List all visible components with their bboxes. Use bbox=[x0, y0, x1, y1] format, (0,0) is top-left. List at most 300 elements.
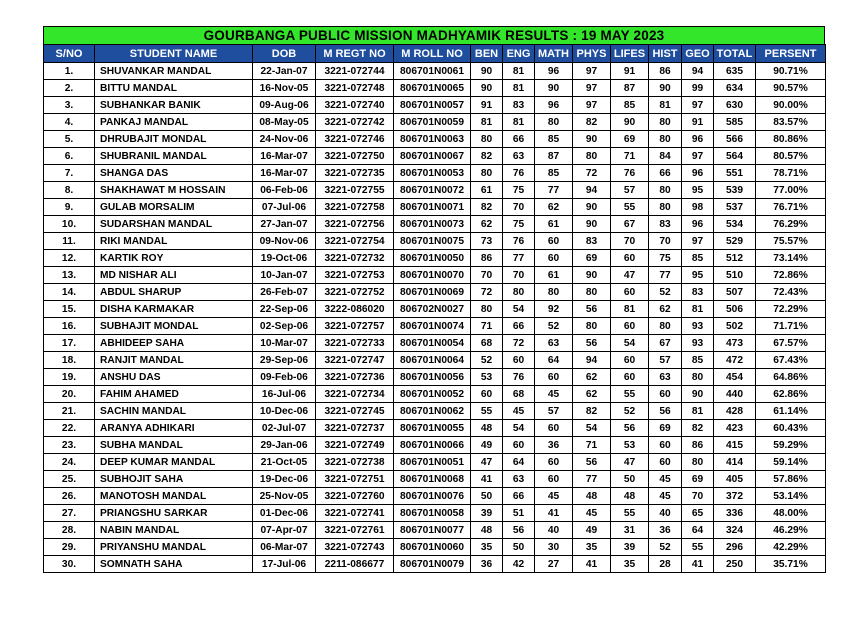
table-cell: 90 bbox=[611, 114, 649, 131]
table-cell: 57 bbox=[649, 352, 682, 369]
table-cell: 296 bbox=[714, 539, 756, 556]
table-cell: 10-Mar-07 bbox=[253, 335, 316, 352]
table-cell: 72 bbox=[573, 165, 611, 182]
table-cell: 806701N0052 bbox=[394, 386, 471, 403]
table-cell: DISHA KARMAKAR bbox=[95, 301, 253, 318]
table-cell: 25. bbox=[44, 471, 95, 488]
table-row bbox=[44, 131, 826, 148]
table-cell: 81 bbox=[503, 114, 535, 131]
table-row bbox=[44, 437, 826, 454]
table-cell: 806701N0055 bbox=[394, 420, 471, 437]
table-cell: 80 bbox=[471, 165, 503, 182]
table-cell: 31 bbox=[611, 522, 649, 539]
table-cell: 72 bbox=[503, 335, 535, 352]
table-cell: 36 bbox=[471, 556, 503, 573]
table-cell: 11. bbox=[44, 233, 95, 250]
table-cell: 07-Jul-06 bbox=[253, 199, 316, 216]
table-cell: 52 bbox=[649, 284, 682, 301]
table-cell: 512 bbox=[714, 250, 756, 267]
table-cell: 806702N0027 bbox=[394, 301, 471, 318]
table-cell: 09-Aug-06 bbox=[253, 97, 316, 114]
table-cell: 60 bbox=[611, 250, 649, 267]
table-cell: MANOTOSH MANDAL bbox=[95, 488, 253, 505]
table-cell: 55 bbox=[611, 386, 649, 403]
table-cell: 3221-072741 bbox=[316, 505, 394, 522]
table-cell: 60 bbox=[535, 233, 573, 250]
column-header: STUDENT NAME bbox=[95, 45, 253, 63]
table-cell: 35 bbox=[573, 539, 611, 556]
table-row bbox=[44, 233, 826, 250]
table-cell: 62 bbox=[471, 216, 503, 233]
table-cell: SUDARSHAN MANDAL bbox=[95, 216, 253, 233]
table-cell: 61 bbox=[535, 267, 573, 284]
table-cell: ARANYA ADHIKARI bbox=[95, 420, 253, 437]
table-cell: 91 bbox=[471, 97, 503, 114]
table-cell: 75 bbox=[503, 182, 535, 199]
table-cell: 96 bbox=[682, 216, 714, 233]
header-row bbox=[44, 45, 826, 63]
table-cell: 806701N0069 bbox=[394, 284, 471, 301]
table-cell: 3221-072732 bbox=[316, 250, 394, 267]
table-cell: 9. bbox=[44, 199, 95, 216]
table-cell: 94 bbox=[573, 352, 611, 369]
table-cell: SHUBRANIL MANDAL bbox=[95, 148, 253, 165]
table-cell: 551 bbox=[714, 165, 756, 182]
table-cell: 12. bbox=[44, 250, 95, 267]
table-cell: 66 bbox=[503, 488, 535, 505]
table-cell: 29-Sep-06 bbox=[253, 352, 316, 369]
table-cell: 454 bbox=[714, 369, 756, 386]
table-cell: 85 bbox=[682, 352, 714, 369]
table-row bbox=[44, 454, 826, 471]
table-cell: 3221-072750 bbox=[316, 148, 394, 165]
table-cell: 47 bbox=[471, 454, 503, 471]
table-cell: SHANGA DAS bbox=[95, 165, 253, 182]
table-cell: 94 bbox=[682, 63, 714, 80]
table-cell: 65 bbox=[682, 505, 714, 522]
table-cell: 09-Feb-06 bbox=[253, 369, 316, 386]
table-cell: 585 bbox=[714, 114, 756, 131]
table-cell: 806701N0061 bbox=[394, 63, 471, 80]
column-header: PHYS bbox=[573, 45, 611, 63]
table-cell: 40 bbox=[535, 522, 573, 539]
table-cell: 3221-072748 bbox=[316, 80, 394, 97]
table-cell: 85 bbox=[682, 250, 714, 267]
table-cell: 93 bbox=[682, 335, 714, 352]
table-cell: DHRUBAJIT MONDAL bbox=[95, 131, 253, 148]
table-cell: 55 bbox=[611, 199, 649, 216]
table-cell: 90 bbox=[573, 267, 611, 284]
table-cell: 83.57% bbox=[756, 114, 826, 131]
table-cell: 41 bbox=[471, 471, 503, 488]
table-cell: 48 bbox=[573, 488, 611, 505]
table-cell: 806701N0067 bbox=[394, 148, 471, 165]
table-cell: 806701N0075 bbox=[394, 233, 471, 250]
table-cell: 806701N0077 bbox=[394, 522, 471, 539]
table-cell: RIKI MANDAL bbox=[95, 233, 253, 250]
table-cell: 3221-072754 bbox=[316, 233, 394, 250]
table-cell: 45 bbox=[649, 471, 682, 488]
table-cell: 27. bbox=[44, 505, 95, 522]
table-cell: 70 bbox=[611, 233, 649, 250]
table-cell: 64 bbox=[682, 522, 714, 539]
table-cell: 56 bbox=[611, 420, 649, 437]
table-row bbox=[44, 165, 826, 182]
table-cell: 60 bbox=[535, 369, 573, 386]
table-cell: 63 bbox=[535, 335, 573, 352]
table-cell: 20. bbox=[44, 386, 95, 403]
table-cell: 53.14% bbox=[756, 488, 826, 505]
table-cell: 01-Dec-06 bbox=[253, 505, 316, 522]
table-cell: 73 bbox=[471, 233, 503, 250]
table-cell: 50 bbox=[471, 488, 503, 505]
table-cell: 99 bbox=[682, 80, 714, 97]
table-cell: 806701N0059 bbox=[394, 114, 471, 131]
table-cell: 76 bbox=[503, 165, 535, 182]
table-cell: 09-Nov-06 bbox=[253, 233, 316, 250]
table-cell: 56 bbox=[573, 454, 611, 471]
table-cell: 3221-072734 bbox=[316, 386, 394, 403]
table-cell: 35 bbox=[471, 539, 503, 556]
column-header: DOB bbox=[253, 45, 316, 63]
table-cell: 69 bbox=[611, 131, 649, 148]
table-cell: 52 bbox=[535, 318, 573, 335]
table-row bbox=[44, 471, 826, 488]
table-cell: 10. bbox=[44, 216, 95, 233]
table-cell: 3221-072758 bbox=[316, 199, 394, 216]
table-cell: 806701N0068 bbox=[394, 471, 471, 488]
table-cell: 54 bbox=[503, 420, 535, 437]
table-cell: 76 bbox=[503, 369, 535, 386]
table-cell: 5. bbox=[44, 131, 95, 148]
table-cell: 92 bbox=[535, 301, 573, 318]
table-cell: 80 bbox=[649, 199, 682, 216]
table-cell: 19-Dec-06 bbox=[253, 471, 316, 488]
table-cell: 3221-072745 bbox=[316, 403, 394, 420]
table-cell: 02-Jul-07 bbox=[253, 420, 316, 437]
table-cell: 70 bbox=[503, 267, 535, 284]
table-cell: 59.29% bbox=[756, 437, 826, 454]
table-cell: 3222-086020 bbox=[316, 301, 394, 318]
table-cell: 97 bbox=[573, 80, 611, 97]
table-row bbox=[44, 216, 826, 233]
table-row bbox=[44, 488, 826, 505]
table-cell: 76.29% bbox=[756, 216, 826, 233]
table-cell: 47 bbox=[611, 267, 649, 284]
table-cell: 806701N0070 bbox=[394, 267, 471, 284]
column-header: M REGT NO bbox=[316, 45, 394, 63]
table-cell: 85 bbox=[535, 131, 573, 148]
column-header: GEO bbox=[682, 45, 714, 63]
table-row bbox=[44, 539, 826, 556]
table-cell: 60 bbox=[535, 471, 573, 488]
table-cell: 48 bbox=[471, 522, 503, 539]
table-cell: 08-May-05 bbox=[253, 114, 316, 131]
table-cell: 81 bbox=[503, 80, 535, 97]
table-cell: SACHIN MANDAL bbox=[95, 403, 253, 420]
table-cell: 60 bbox=[649, 386, 682, 403]
table-cell: 80 bbox=[503, 284, 535, 301]
table-cell: 70 bbox=[471, 267, 503, 284]
table-cell: 70 bbox=[682, 488, 714, 505]
table-cell: 14. bbox=[44, 284, 95, 301]
table-cell: 473 bbox=[714, 335, 756, 352]
table-cell: 56 bbox=[503, 522, 535, 539]
table-cell: 71 bbox=[471, 318, 503, 335]
table-cell: 3221-072747 bbox=[316, 352, 394, 369]
table-cell: 45 bbox=[503, 403, 535, 420]
table-cell: 90.57% bbox=[756, 80, 826, 97]
table-cell: 60 bbox=[535, 454, 573, 471]
table-cell: 82 bbox=[573, 403, 611, 420]
table-cell: 60.43% bbox=[756, 420, 826, 437]
table-cell: 506 bbox=[714, 301, 756, 318]
table-row bbox=[44, 505, 826, 522]
table-cell: 87 bbox=[535, 148, 573, 165]
table-cell: 3221-072757 bbox=[316, 318, 394, 335]
table-row bbox=[44, 114, 826, 131]
table-cell: 87 bbox=[611, 80, 649, 97]
table-row bbox=[44, 250, 826, 267]
table-cell: 97 bbox=[682, 233, 714, 250]
table-cell: 13. bbox=[44, 267, 95, 284]
table-cell: 54 bbox=[611, 335, 649, 352]
table-cell: 57.86% bbox=[756, 471, 826, 488]
table-row bbox=[44, 284, 826, 301]
table-cell: 3. bbox=[44, 97, 95, 114]
table-cell: 806701N0065 bbox=[394, 80, 471, 97]
table-cell: 50 bbox=[611, 471, 649, 488]
table-cell: 70 bbox=[649, 233, 682, 250]
table-cell: 16-Mar-07 bbox=[253, 165, 316, 182]
table-cell: 75 bbox=[503, 216, 535, 233]
table-cell: 69 bbox=[573, 250, 611, 267]
table-cell: 76.71% bbox=[756, 199, 826, 216]
table-cell: 635 bbox=[714, 63, 756, 80]
table-cell: SHUVANKAR MANDAL bbox=[95, 63, 253, 80]
column-header: BEN bbox=[471, 45, 503, 63]
table-row bbox=[44, 80, 826, 97]
table-cell: SUBHA MANDAL bbox=[95, 437, 253, 454]
table-cell: 3221-072761 bbox=[316, 522, 394, 539]
table-cell: 3221-072733 bbox=[316, 335, 394, 352]
table-cell: 97 bbox=[573, 97, 611, 114]
column-header: LIFES bbox=[611, 45, 649, 63]
table-cell: 64 bbox=[535, 352, 573, 369]
table-cell: 90 bbox=[535, 80, 573, 97]
table-cell: 27 bbox=[535, 556, 573, 573]
table-cell: 77.00% bbox=[756, 182, 826, 199]
table-cell: 19-Oct-06 bbox=[253, 250, 316, 267]
table-cell: 3221-072751 bbox=[316, 471, 394, 488]
table-cell: 73.14% bbox=[756, 250, 826, 267]
table-cell: 16-Mar-07 bbox=[253, 148, 316, 165]
table-cell: 42.29% bbox=[756, 539, 826, 556]
table-cell: 72.86% bbox=[756, 267, 826, 284]
table-cell: 3221-072753 bbox=[316, 267, 394, 284]
table-cell: 3221-072744 bbox=[316, 63, 394, 80]
table-cell: 60 bbox=[611, 284, 649, 301]
table-cell: 806701N0050 bbox=[394, 250, 471, 267]
table-cell: 63 bbox=[503, 148, 535, 165]
column-header: ENG bbox=[503, 45, 535, 63]
table-cell: 25-Nov-05 bbox=[253, 488, 316, 505]
table-cell: 82 bbox=[471, 199, 503, 216]
table-cell: 15. bbox=[44, 301, 95, 318]
table-row bbox=[44, 369, 826, 386]
table-cell: 806701N0074 bbox=[394, 318, 471, 335]
table-cell: 80 bbox=[682, 369, 714, 386]
table-cell: 96 bbox=[682, 165, 714, 182]
table-cell: 3221-072760 bbox=[316, 488, 394, 505]
table-cell: 62 bbox=[649, 301, 682, 318]
table-cell: 250 bbox=[714, 556, 756, 573]
table-row bbox=[44, 420, 826, 437]
table-cell: 3221-072735 bbox=[316, 165, 394, 182]
table-cell: 80 bbox=[471, 131, 503, 148]
table-cell: 29. bbox=[44, 539, 95, 556]
table-cell: 324 bbox=[714, 522, 756, 539]
table-cell: 21. bbox=[44, 403, 95, 420]
table-cell: 56 bbox=[573, 301, 611, 318]
table-cell: 71.71% bbox=[756, 318, 826, 335]
table-cell: 423 bbox=[714, 420, 756, 437]
column-header: PERSENT bbox=[756, 45, 826, 63]
table-cell: 634 bbox=[714, 80, 756, 97]
table-cell: 75 bbox=[649, 250, 682, 267]
table-row bbox=[44, 148, 826, 165]
column-header: S/NO bbox=[44, 45, 95, 63]
table-cell: SUBHOJIT SAHA bbox=[95, 471, 253, 488]
table-cell: 45 bbox=[573, 505, 611, 522]
table-cell: 81 bbox=[649, 97, 682, 114]
table-cell: 61 bbox=[535, 216, 573, 233]
table-cell: 80 bbox=[682, 454, 714, 471]
table-cell: 60 bbox=[611, 318, 649, 335]
table-cell: 806701N0058 bbox=[394, 505, 471, 522]
table-cell: 83 bbox=[503, 97, 535, 114]
table-cell: 16. bbox=[44, 318, 95, 335]
table-cell: 96 bbox=[535, 63, 573, 80]
table-cell: 17-Jul-06 bbox=[253, 556, 316, 573]
table-cell: 52 bbox=[471, 352, 503, 369]
table-cell: 56 bbox=[573, 335, 611, 352]
table-cell: 80 bbox=[471, 301, 503, 318]
results-table bbox=[43, 44, 826, 573]
table-cell: 67 bbox=[649, 335, 682, 352]
table-row bbox=[44, 97, 826, 114]
table-cell: 53 bbox=[471, 369, 503, 386]
table-cell: 30 bbox=[535, 539, 573, 556]
table-cell: 76 bbox=[611, 165, 649, 182]
table-cell: 67 bbox=[611, 216, 649, 233]
table-cell: 3221-072737 bbox=[316, 420, 394, 437]
table-cell: 3221-072755 bbox=[316, 182, 394, 199]
table-cell: 3221-072756 bbox=[316, 216, 394, 233]
table-cell: 566 bbox=[714, 131, 756, 148]
table-cell: 81 bbox=[471, 114, 503, 131]
table-row bbox=[44, 182, 826, 199]
table-cell: 54 bbox=[573, 420, 611, 437]
table-cell: 80 bbox=[649, 318, 682, 335]
table-cell: 60 bbox=[611, 352, 649, 369]
column-header: HIST bbox=[649, 45, 682, 63]
table-cell: 45 bbox=[649, 488, 682, 505]
table-cell: 55 bbox=[611, 505, 649, 522]
table-cell: 86 bbox=[682, 437, 714, 454]
table-cell: SHAKHAWAT M HOSSAIN bbox=[95, 182, 253, 199]
table-cell: 472 bbox=[714, 352, 756, 369]
table-cell: 57 bbox=[535, 403, 573, 420]
table-cell: 41 bbox=[573, 556, 611, 573]
table-cell: 80 bbox=[573, 318, 611, 335]
table-cell: 630 bbox=[714, 97, 756, 114]
table-cell: 77 bbox=[535, 182, 573, 199]
table-cell: 56 bbox=[649, 403, 682, 420]
table-cell: 81 bbox=[611, 301, 649, 318]
table-cell: 806701N0054 bbox=[394, 335, 471, 352]
table-cell: 45 bbox=[535, 488, 573, 505]
table-cell: 91 bbox=[611, 63, 649, 80]
table-cell: 90 bbox=[471, 80, 503, 97]
table-cell: 428 bbox=[714, 403, 756, 420]
table-cell: 96 bbox=[535, 97, 573, 114]
table-cell: 806701N0073 bbox=[394, 216, 471, 233]
table-cell: 3221-072749 bbox=[316, 437, 394, 454]
table-cell: 90 bbox=[573, 216, 611, 233]
table-cell: 60 bbox=[503, 352, 535, 369]
table-cell: 62 bbox=[573, 386, 611, 403]
table-cell: 3221-072738 bbox=[316, 454, 394, 471]
table-cell: 77 bbox=[649, 267, 682, 284]
table-cell: 414 bbox=[714, 454, 756, 471]
table-cell: 68 bbox=[503, 386, 535, 403]
table-cell: 806701N0056 bbox=[394, 369, 471, 386]
table-cell: 53 bbox=[611, 437, 649, 454]
table-cell: 3221-072743 bbox=[316, 539, 394, 556]
table-cell: 71 bbox=[573, 437, 611, 454]
table-cell: 67.43% bbox=[756, 352, 826, 369]
table-cell: 806701N0071 bbox=[394, 199, 471, 216]
table-cell: 21-Oct-05 bbox=[253, 454, 316, 471]
table-cell: 80 bbox=[649, 114, 682, 131]
table-cell: 49 bbox=[471, 437, 503, 454]
table-cell: 82 bbox=[682, 420, 714, 437]
table-cell: 80 bbox=[535, 114, 573, 131]
table-cell: 48 bbox=[471, 420, 503, 437]
table-cell: KARTIK ROY bbox=[95, 250, 253, 267]
table-cell: 81 bbox=[503, 63, 535, 80]
table-cell: 51 bbox=[503, 505, 535, 522]
table-cell: 534 bbox=[714, 216, 756, 233]
table-cell: 82 bbox=[471, 148, 503, 165]
table-cell: 90 bbox=[649, 80, 682, 97]
table-cell: 72.29% bbox=[756, 301, 826, 318]
table-cell: BITTU MANDAL bbox=[95, 80, 253, 97]
table-cell: 24-Nov-06 bbox=[253, 131, 316, 148]
table-cell: 60 bbox=[503, 437, 535, 454]
table-cell: 415 bbox=[714, 437, 756, 454]
table-cell: DEEP KUMAR MANDAL bbox=[95, 454, 253, 471]
table-cell: 60 bbox=[649, 437, 682, 454]
table-cell: 82 bbox=[573, 114, 611, 131]
table-cell: 806701N0076 bbox=[394, 488, 471, 505]
table-cell: 17. bbox=[44, 335, 95, 352]
table-cell: 64 bbox=[503, 454, 535, 471]
table-cell: 510 bbox=[714, 267, 756, 284]
table-cell: 1. bbox=[44, 63, 95, 80]
table-cell: 10-Jan-07 bbox=[253, 267, 316, 284]
